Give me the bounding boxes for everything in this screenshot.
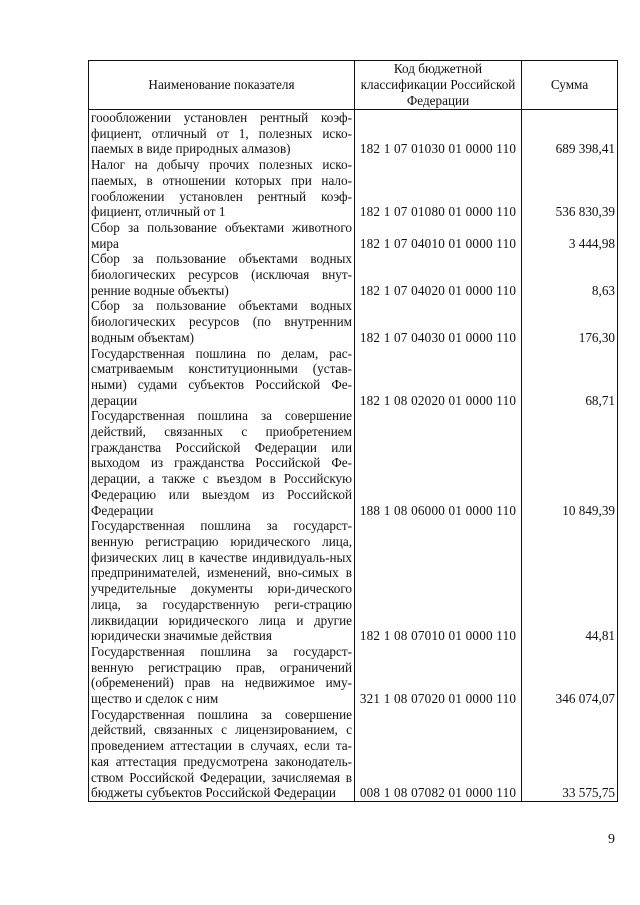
indicator-name-cell: Налог на добычу прочих полезных иско-паемых, в отношении которых при нало-гообложении установлен рентный коэф-фициент, отличный от 1 <box>89 157 355 220</box>
amount-cell: 44,81 <box>522 518 618 644</box>
amount-cell: 10 849,39 <box>522 408 618 518</box>
amount-cell: 3 444,98 <box>522 220 618 251</box>
indicator-name-cell: Государственная пошлина за государст-венную регистрацию юридического лица, физических лиц в качестве индивидуаль-ных предпринимателей, изменений, вно-симых в учредительные документы юри-дического лица, за государственную реги-страцию ликвидации юридического лица и другие юридически значимые действия <box>89 518 355 644</box>
budget-code-cell: 182 1 07 01030 01 0000 110 <box>355 110 522 158</box>
table-row <box>89 220 618 251</box>
table-row <box>89 644 618 707</box>
indicator-name-cell: Государственная пошлина за совершение действий, связанных с лицензированием, с проведением аттестации в случаях, если та-кая аттестация предусмотрена законодатель-ством Российской Федерации, зачисляемая в бюджеты субъектов Российской Федерации <box>89 707 355 802</box>
table-row <box>89 408 618 518</box>
table-row <box>89 157 618 220</box>
indicator-name-cell: Государственная пошлина по делам, рас-сматриваемым конституционными (устав-ными) судами субъектов Российской Фе-дерации <box>89 346 355 409</box>
budget-code-cell: 188 1 08 06000 01 0000 110 <box>355 408 522 518</box>
budget-code-cell: 182 1 07 04030 01 0000 110 <box>355 298 522 345</box>
amount-cell: 68,71 <box>522 346 618 409</box>
table-body <box>89 110 618 802</box>
amount-cell: 536 830,39 <box>522 157 618 220</box>
budget-code-cell: 182 1 07 01080 01 0000 110 <box>355 157 522 220</box>
budget-code-cell: 182 1 08 07010 01 0000 110 <box>355 518 522 644</box>
amount-cell: 33 575,75 <box>522 707 618 802</box>
indicator-name-cell: Государственная пошлина за государст-венную регистрацию прав, ограничений (обременений) прав на недвижимое иму-щество и сделок с ним <box>89 644 355 707</box>
budget-code-cell: 182 1 07 04020 01 0000 110 <box>355 251 522 298</box>
indicator-name-cell: Государственная пошлина за совершение действий, связанных с приобретением гражданства Российской Федерации или выходом из гражданства Российской Фе-дерации, а также с въездом в Российскую Федерацию или выездом из Российской Федерации <box>89 408 355 518</box>
indicator-name-cell: Сбор за пользование объектами животного мира <box>89 220 355 251</box>
header-amount: Сумма <box>522 61 618 110</box>
budget-code-cell: 008 1 08 07082 01 0000 110 <box>355 707 522 802</box>
table-row <box>89 518 618 644</box>
amount-cell: 176,30 <box>522 298 618 345</box>
budget-code-cell: 182 1 07 04010 01 0000 110 <box>355 220 522 251</box>
indicator-name-cell: Сбор за пользование объектами водных биологических ресурсов (исключая внут-ренние водные объекты) <box>89 251 355 298</box>
header-budget-code: Код бюджетной классификации Российской Федерации <box>355 61 522 110</box>
budget-code-cell: 182 1 08 02020 01 0000 110 <box>355 346 522 409</box>
budget-code-cell: 321 1 08 07020 01 0000 110 <box>355 644 522 707</box>
amount-cell: 689 398,41 <box>522 110 618 158</box>
table-header-row <box>89 61 618 110</box>
amount-cell: 8,63 <box>522 251 618 298</box>
indicator-name-cell: гоообложении установлен рентный коэф-фициент, отличный от 1, полезных иско-паемых в виде природных алмазов) <box>89 110 355 158</box>
table-row <box>89 346 618 409</box>
budget-revenue-table <box>88 60 618 802</box>
table-row <box>89 110 618 158</box>
page-number: 9 <box>608 832 615 847</box>
table-row <box>89 251 618 298</box>
table-row <box>89 298 618 345</box>
indicator-name-cell: Сбор за пользование объектами водных биологических ресурсов (по внутренним водным объектам) <box>89 298 355 345</box>
header-indicator-name: Наименование показателя <box>89 61 355 110</box>
table-row <box>89 707 618 802</box>
amount-cell: 346 074,07 <box>522 644 618 707</box>
